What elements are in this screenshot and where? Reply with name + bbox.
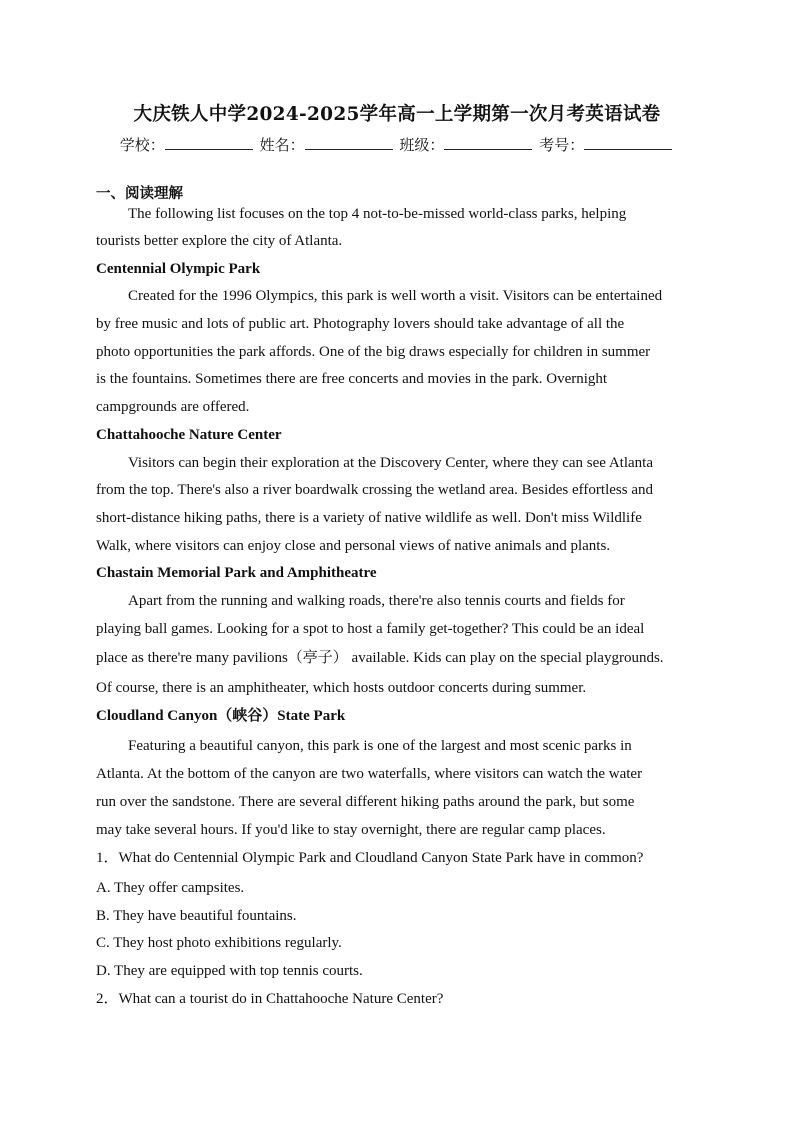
park-heading: Centennial Olympic Park: [96, 261, 261, 277]
paragraph-line: photo opportunities the park affords. One of the big draws especially for children in summer: [96, 344, 651, 360]
intro-line: tourists better explore the city of Atlanta.: [96, 233, 343, 249]
question-stem: 2．What can a tourist do in Chattahooche Nature Center?: [96, 991, 444, 1007]
answer-option-c[interactable]: C. They host photo exhibitions regularly.: [96, 935, 342, 951]
exam-number-blank[interactable]: [584, 135, 672, 150]
paragraph-line: run over the sandstone. There are several different hiking paths around the park, but some: [96, 794, 635, 810]
park-heading: Chattahooche Nature Center: [96, 427, 282, 443]
paragraph-line: is the fountains. Sometimes there are free concerts and movies in the park. Overnight: [96, 371, 608, 387]
exam-title: 大庆铁人中学2024-2025学年高一上学期第一次月考英语试卷: [133, 104, 661, 125]
intro-line: The following list focuses on the top 4 not-to-be-missed world-class parks, helping: [128, 206, 627, 222]
paragraph-line: by free music and lots of public art. Photography lovers should take advantage of all the: [96, 316, 625, 332]
exam-number-label: 考号：: [539, 136, 585, 154]
answer-option-d[interactable]: D. They are equipped with top tennis courts.: [96, 963, 363, 979]
name-blank[interactable]: [305, 135, 393, 150]
paragraph-line: place as there're many pavilions（亭子） available. Kids can play on the special playgrounds.: [96, 650, 664, 666]
question-stem: 1．What do Centennial Olympic Park and Cloudland Canyon State Park have in common?: [96, 850, 644, 866]
answer-option-b[interactable]: B. They have beautiful fountains.: [96, 908, 297, 924]
paragraph-line: from the top. There's also a river boardwalk crossing the wetland area. Besides effortless and: [96, 482, 653, 498]
class-blank[interactable]: [444, 135, 532, 150]
park-heading: Cloudland Canyon（峡谷）State Park: [96, 708, 346, 724]
park-heading: Chastain Memorial Park and Amphitheatre: [96, 565, 377, 581]
name-label: 姓名：: [259, 136, 305, 154]
answer-option-a[interactable]: A. They offer campsites.: [96, 880, 245, 896]
school-label: 学校：: [119, 136, 165, 154]
paragraph-line: Featuring a beautiful canyon, this park is one of the largest and most scenic parks in: [128, 738, 632, 754]
paragraph-line: Walk, where visitors can enjoy close and personal views of native animals and plants.: [96, 538, 611, 554]
paragraph-line: may take several hours. If you'd like to stay overnight, there are regular camp places.: [96, 822, 606, 838]
paragraph-line: playing ball games. Looking for a spot to host a family get-together? This could be an ideal: [96, 621, 645, 637]
section-title: 一、阅读理解: [96, 186, 183, 202]
class-label: 班级：: [399, 136, 445, 154]
paragraph-line: short-distance hiking paths, there is a variety of native wildlife as well. Don't miss Wildlife: [96, 510, 642, 526]
paragraph-line: Created for the 1996 Olympics, this park is well worth a visit. Visitors can be entertained: [128, 288, 663, 304]
paragraph-line: Visitors can begin their exploration at the Discovery Center, where they can see Atlanta: [128, 455, 653, 471]
paragraph-line: Of course, there is an amphitheater, which hosts outdoor concerts during summer.: [96, 680, 587, 696]
student-info-row: [0, 134, 794, 155]
paragraph-line: Atlanta. At the bottom of the canyon are two waterfalls, where visitors can watch the water: [96, 766, 643, 782]
paragraph-line: campgrounds are offered.: [96, 399, 250, 415]
paragraph-line: Apart from the running and walking roads, there're also tennis courts and fields for: [128, 593, 625, 609]
school-blank[interactable]: [165, 135, 253, 150]
